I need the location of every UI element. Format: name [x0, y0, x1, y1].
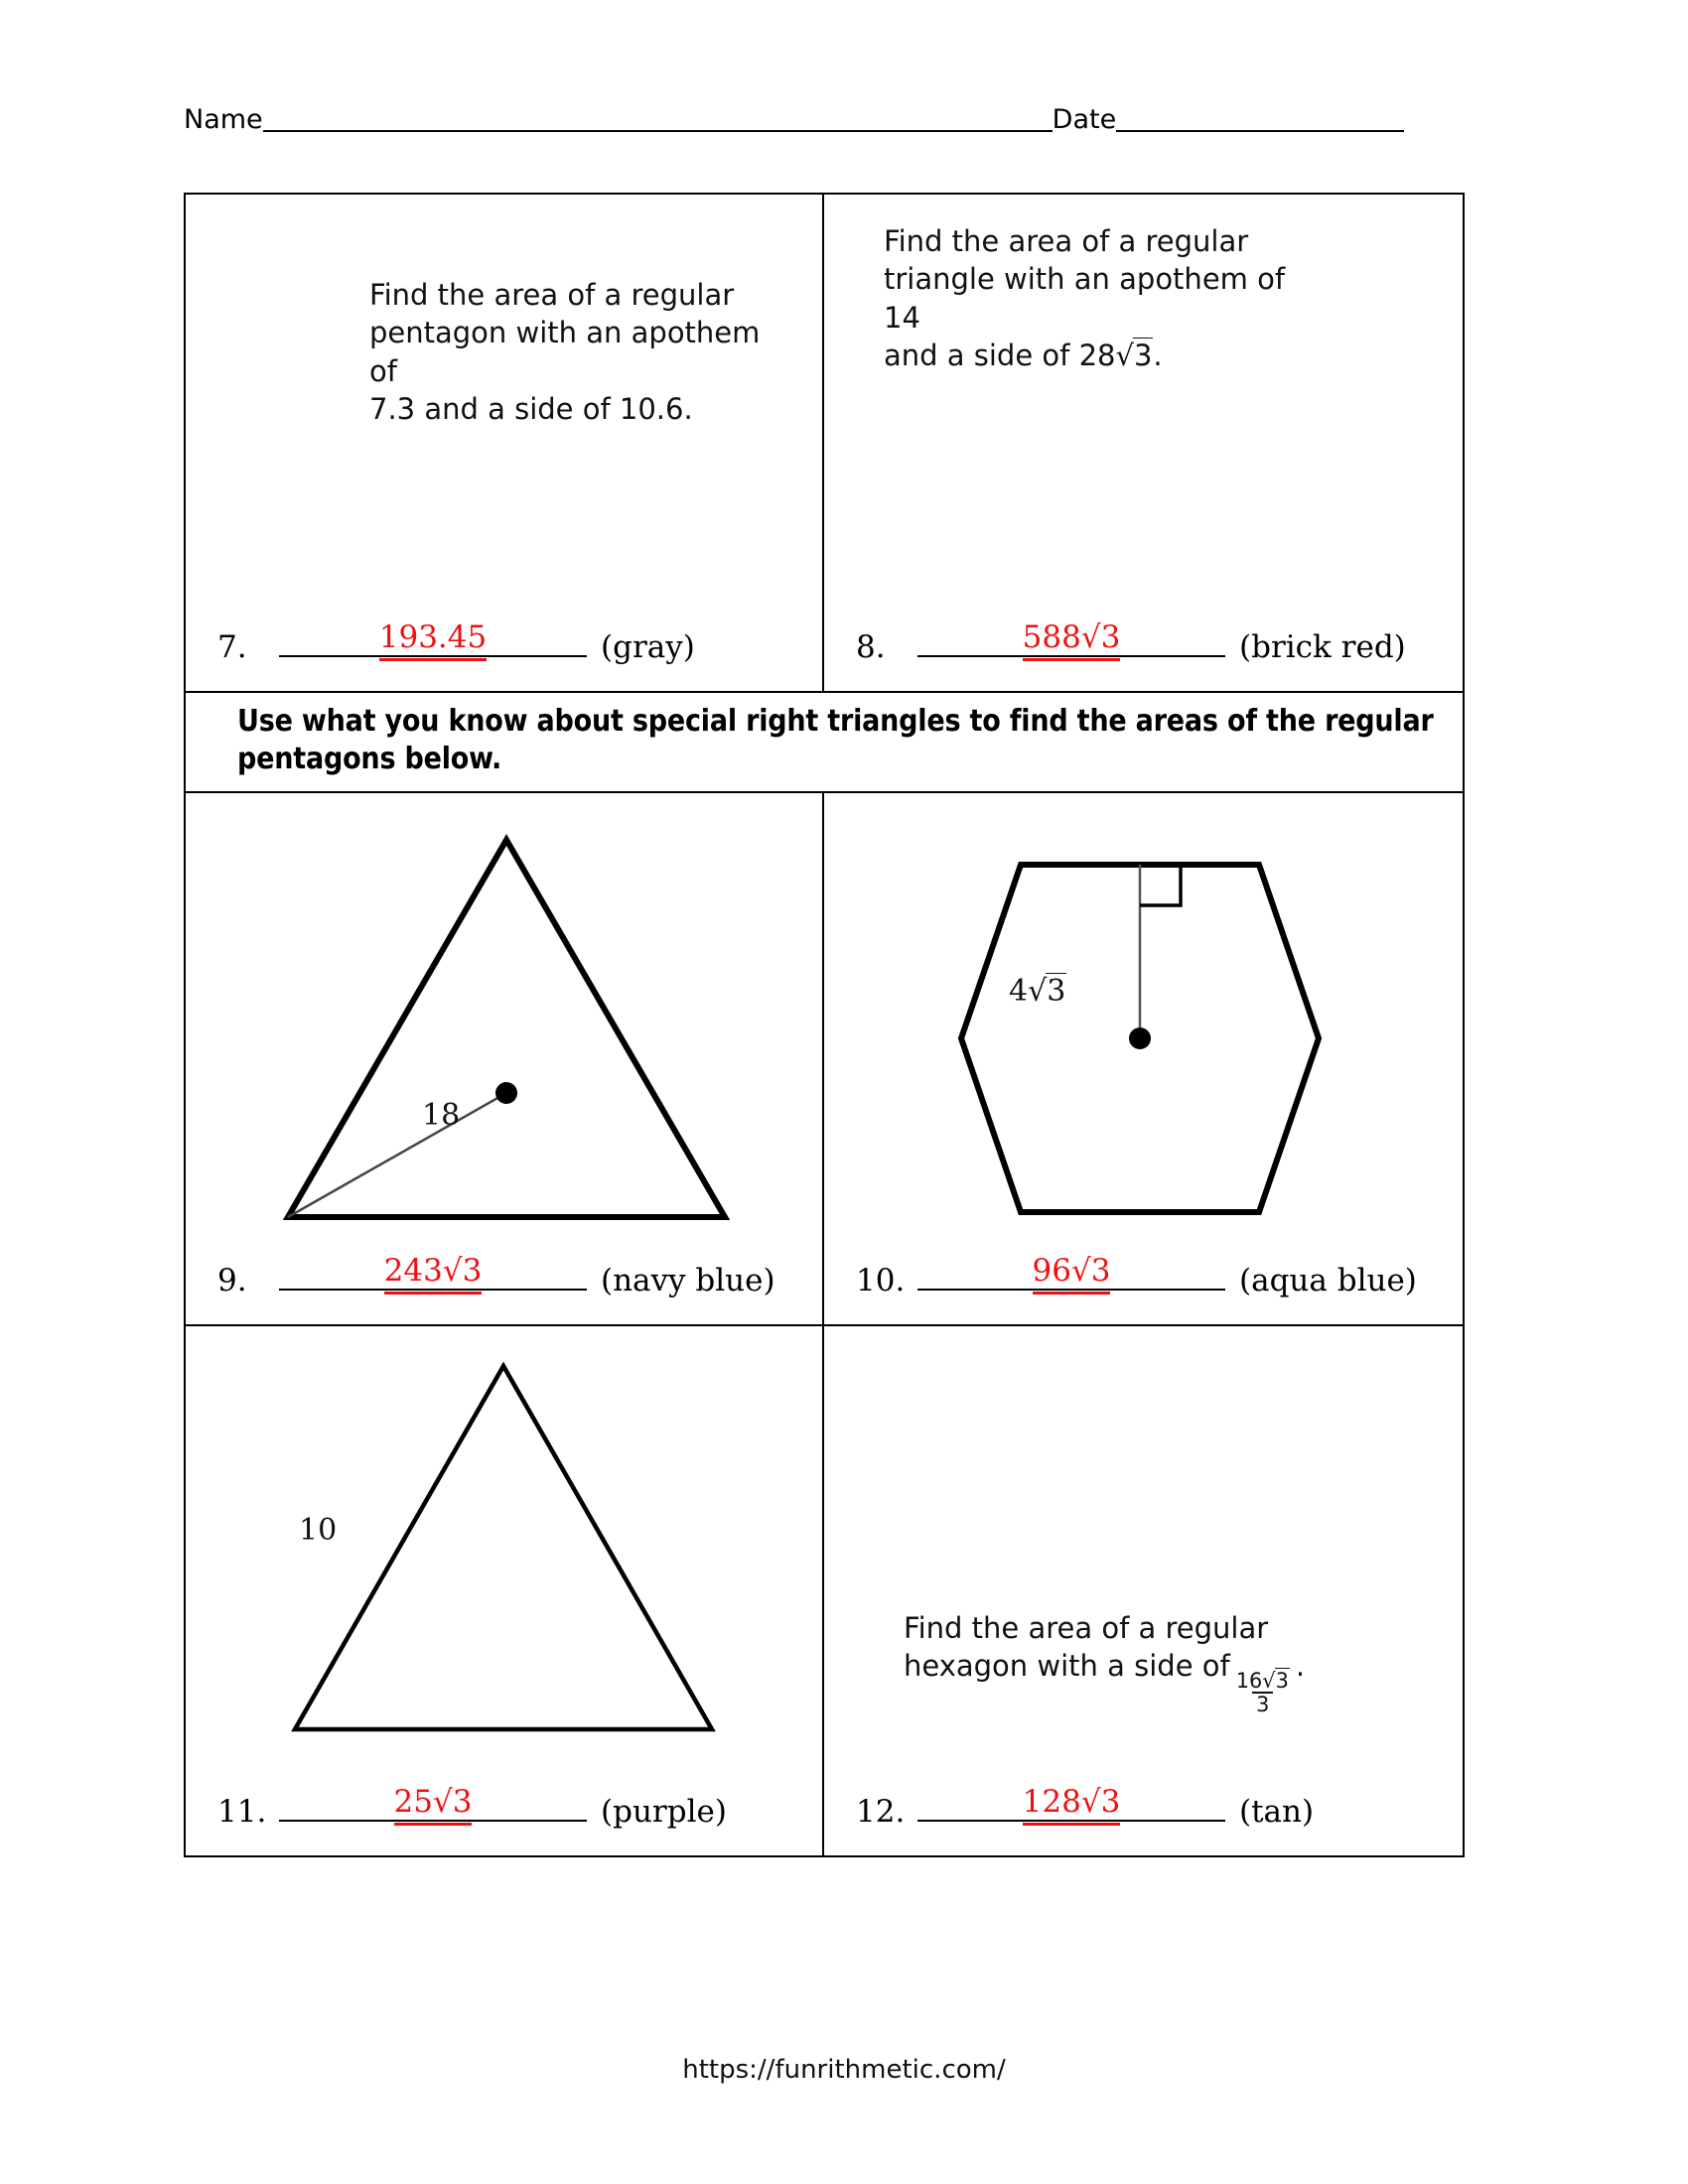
problem-12-prompt-line-2	[904, 1649, 1306, 1717]
date-label: Date	[1052, 104, 1117, 135]
hexagon-apothem-svg	[892, 803, 1388, 1220]
answer-text-12: 128√3	[1023, 1784, 1121, 1826]
triangle-svg	[237, 1344, 793, 1761]
answer-coefficient-10: 96	[1032, 1252, 1071, 1289]
problem-number-10: 10.	[856, 1262, 906, 1298]
answer-blank-11[interactable]	[279, 1784, 587, 1822]
table-row	[186, 195, 1463, 691]
problem-8-prompt-line-1: Find the area of a regular	[884, 224, 1249, 258]
center-point-dot	[495, 1082, 517, 1104]
answer-line-7	[217, 619, 695, 665]
center-point-dot	[1129, 1027, 1151, 1049]
answer-value-10	[917, 1252, 1225, 1291]
date-input-rule[interactable]	[1116, 129, 1404, 132]
answer-line-9	[217, 1253, 775, 1298]
problem-8-prompt-line-2: triangle with an apothem of 14	[884, 262, 1286, 335]
answer-blank-10[interactable]	[917, 1253, 1225, 1291]
footer-url[interactable]: https://funrithmetic.com/	[682, 2055, 1006, 2085]
answer-coefficient-12: 128	[1022, 1783, 1081, 1820]
right-angle-marker-icon	[1140, 865, 1181, 905]
name-label: Name	[184, 104, 263, 135]
answer-text-10: 96√3	[1033, 1253, 1111, 1295]
answer-coefficient-9: 243	[383, 1252, 443, 1289]
problem-12-prompt-line-2-text: hexagon with a side of	[904, 1649, 1230, 1684]
answer-radicand-8: 3	[1100, 619, 1121, 655]
answer-line-12	[856, 1784, 1314, 1830]
radical-radicand: 3	[1133, 338, 1153, 372]
radical-expression: 16√3	[1235, 1668, 1289, 1693]
problem-number-7: 7.	[217, 629, 247, 665]
student-info-header	[184, 91, 1465, 135]
radical-coefficient: 16	[1235, 1668, 1263, 1693]
answer-value-9	[279, 1252, 587, 1291]
color-tag-8: (brick red)	[1239, 629, 1406, 665]
problem-cell-7	[186, 195, 824, 691]
color-tag-9: (navy blue)	[601, 1262, 775, 1298]
answer-radicand-12: 3	[1100, 1783, 1121, 1820]
name-input-rule[interactable]	[263, 129, 1053, 132]
figure-10-apothem-label	[1009, 974, 1066, 1009]
problem-cell-10	[824, 793, 1463, 1324]
problem-12-prompt-line-1: Find the area of a regular	[904, 1610, 1269, 1645]
color-tag-12: (tan)	[1239, 1793, 1315, 1830]
table-row	[186, 1324, 1463, 1855]
answer-blank-8[interactable]	[917, 619, 1225, 657]
answer-line-11	[217, 1784, 727, 1830]
problem-cell-12	[824, 1326, 1463, 1855]
radical-expression: 28√3	[1078, 338, 1153, 372]
radical-coefficient: 4	[1009, 973, 1029, 1009]
fraction	[1232, 1670, 1294, 1716]
color-tag-11: (purple)	[601, 1793, 727, 1830]
problem-7-prompt-line-2: pentagon with an apothem of	[369, 316, 761, 388]
problem-number-12: 12.	[856, 1793, 906, 1830]
answer-blank-7[interactable]	[279, 619, 587, 657]
radical-radicand: 3	[1047, 973, 1066, 1009]
answer-coefficient-11: 25	[393, 1783, 433, 1820]
problem-7-prompt-line-3: 7.3 and a side of 10.6.	[369, 391, 693, 426]
problem-number-9: 9.	[217, 1262, 247, 1298]
radical-expression: 4√3	[1009, 973, 1066, 1009]
answer-text-8: 588√3	[1023, 619, 1121, 661]
answer-line-8	[856, 619, 1406, 665]
radical-radicand: 3	[1275, 1668, 1289, 1693]
radical-coefficient: 28	[1078, 338, 1116, 372]
answer-radicand-11: 3	[452, 1783, 473, 1820]
fraction-denominator: 3	[1252, 1692, 1273, 1716]
figure-9-length-label: 18	[422, 1097, 461, 1133]
problem-7-prompt-line-1: Find the area of a regular	[369, 278, 735, 312]
triangle-outline	[288, 840, 725, 1217]
worksheet-table	[184, 193, 1465, 1857]
problem-8-prompt-line-3: and a side of 28√3.	[884, 338, 1163, 372]
answer-value-11	[279, 1783, 587, 1822]
equilateral-triangle-figure	[237, 1344, 793, 1765]
answer-text-9: 243√3	[384, 1253, 483, 1295]
table-row	[186, 793, 1463, 1324]
answer-text-11: 25√3	[394, 1784, 473, 1826]
problem-cell-8	[824, 195, 1463, 691]
triangle-radius-svg	[233, 805, 789, 1222]
answer-value-8	[917, 619, 1225, 657]
answer-blank-12[interactable]	[917, 1784, 1225, 1822]
problem-cell-9	[186, 793, 824, 1324]
problem-8-prompt	[884, 222, 1321, 374]
problem-7-prompt	[369, 276, 796, 428]
problem-12-prompt-period: .	[1295, 1649, 1306, 1684]
regular-hexagon-with-apothem-figure	[892, 803, 1388, 1224]
answer-blank-9[interactable]	[279, 1253, 587, 1291]
instruction-banner-row	[186, 691, 1463, 793]
answer-coefficient-8: 588	[1022, 619, 1081, 655]
color-tag-7: (gray)	[601, 629, 695, 665]
instruction-banner-text: Use what you know about special right triangles to find the areas of the regular pentagons below.	[237, 704, 1434, 777]
fraction-numerator	[1232, 1670, 1294, 1693]
answer-value-12	[917, 1783, 1225, 1822]
answer-value-7	[279, 619, 587, 657]
problem-number-8: 8.	[856, 629, 886, 665]
answer-radicand-10: 3	[1090, 1252, 1111, 1289]
color-tag-10: (aqua blue)	[1239, 1262, 1417, 1298]
problem-12-prompt	[904, 1609, 1321, 1716]
answer-radicand-9: 3	[462, 1252, 483, 1289]
problem-cell-11	[186, 1326, 824, 1855]
problem-number-11: 11.	[217, 1793, 267, 1830]
triangle-outline	[295, 1366, 712, 1729]
figure-11-side-label: 10	[299, 1512, 338, 1548]
answer-line-10	[856, 1253, 1417, 1298]
equilateral-triangle-with-radius-figure	[233, 805, 789, 1226]
answer-text-7: 193.45	[379, 619, 487, 661]
